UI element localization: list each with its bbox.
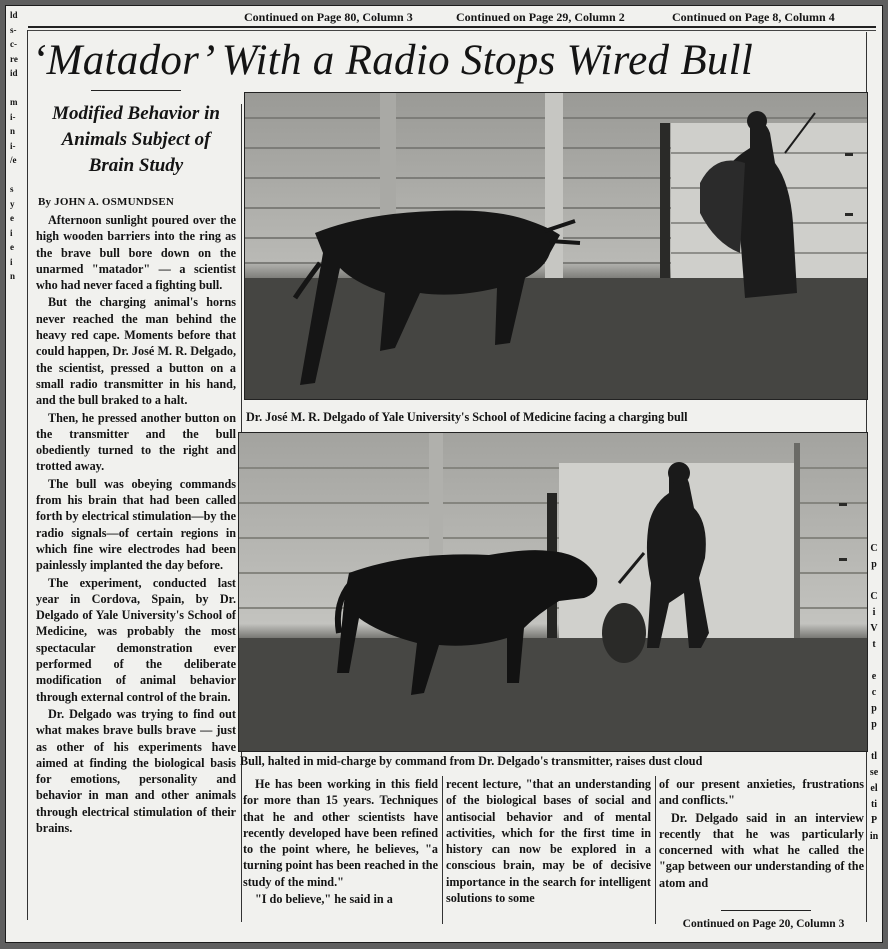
column-2-paragraph-1: He has been working in this field for more than 15 years. Techniques that he and other scientists have recently developed have been refined to the point where, he believes, "a turning point has been reached in the study of the mind." — [243, 777, 438, 889]
left-fragment-5 — [10, 81, 26, 96]
article-column-3 — [446, 776, 651, 924]
column-4-paragraph-2: Dr. Delgado said in an interview recently that he was particularly concerned with what he called the "gap between our understanding of the atom and — [659, 810, 864, 890]
right-column-fragments — [868, 541, 880, 845]
left-fragment-17: i — [10, 256, 13, 267]
subhead-line-1: Modified Behavior in — [52, 103, 220, 124]
paragraph-1: Afternoon sunlight poured over the high wooden barriers into the ring as the brave bull bore down on the unarmed "matador" — a scientist who had never faced a fighting bull. — [36, 213, 236, 293]
left-fragment-14: e — [10, 213, 14, 223]
right-fragment-1: p — [871, 559, 877, 570]
subhead-rule-top — [91, 90, 181, 91]
continued-note-2: Continued on Page 29, Column 2 — [456, 10, 625, 24]
right-fragment-12 — [868, 733, 880, 749]
right-fragment-5: V — [870, 623, 878, 634]
column-4-paragraph-1: of our present anxieties, frustrations and conflicts." — [659, 777, 864, 808]
right-fragment-15: el — [870, 783, 878, 794]
left-fragment-3: re — [10, 53, 18, 64]
continued-note-1: Continued on Page 80, Column 3 — [244, 10, 413, 24]
article-column-4 — [659, 776, 864, 906]
left-column-rule — [27, 30, 28, 920]
left-fragment-12: s — [10, 184, 14, 194]
column-rule-3 — [655, 776, 656, 924]
left-fragment-10: /e — [10, 155, 17, 165]
left-fragment-18: n — [10, 271, 16, 281]
continued-note-3: Continued on Page 8, Column 4 — [672, 10, 835, 24]
left-fragment-9: i- — [10, 140, 16, 151]
photo-charging-bull — [244, 92, 868, 400]
paragraph-3: Then, he pressed another button on the transmitter and the bull obediently turned to the right and trotted away. — [36, 410, 236, 474]
top-continued-line — [244, 10, 874, 26]
right-fragment-16: ti — [870, 799, 878, 810]
subhead-line-2: Animals Subject of — [61, 129, 211, 150]
left-fragment-4: id — [10, 68, 18, 78]
paragraph-6: Dr. Delgado was trying to find out what makes brave bulls brave — just as other of his experiments have aimed at finding the biological basis for emotions, personality and behavior in man and other animals through electrical stimulation of their brains. — [36, 706, 236, 835]
right-fragment-4: i — [872, 607, 876, 618]
right-fragment-17: P — [870, 815, 878, 826]
paragraph-5: The experiment, conducted last year in Cordova, Spain, by Dr. Delgado of Yale University's School of Medicine, was probably the most spectacular demonstration ever performed of the deliberate modification of animal behavior through external control of the brain. — [36, 575, 236, 704]
right-fragment-0: C — [870, 543, 878, 554]
caption-top-photo: Dr. José M. R. Delgado of Yale University's School of Medicine facing a charging bull — [246, 410, 688, 424]
column-2-paragraph-2: "I do believe," he said in a — [255, 892, 393, 907]
right-fragment-3: C — [870, 591, 878, 602]
continued-bottom: Continued on Page 20, Column 3 — [682, 918, 845, 930]
article-column-2 — [243, 776, 438, 924]
left-fragment-8: n — [10, 126, 16, 136]
left-fragment-2: c- — [10, 39, 17, 49]
left-fragment-15: i — [10, 227, 13, 238]
right-fragment-18: in — [869, 831, 879, 842]
left-fragment-13: y — [10, 198, 15, 209]
left-fragment-6: m — [10, 97, 18, 107]
top-rule-thin — [28, 30, 876, 31]
photo-halted-bull — [238, 432, 868, 752]
right-fragment-14: se — [869, 767, 879, 778]
headline: ‘Matador’ With a Radio Stops Wired Bull — [32, 37, 754, 84]
byline: By JOHN A. OSMUNDSEN — [38, 196, 175, 208]
right-fragment-2 — [868, 573, 880, 589]
top-rule — [28, 26, 876, 28]
right-fragment-7 — [868, 653, 880, 669]
left-column-fragments — [10, 8, 26, 284]
right-fragment-10: p — [871, 703, 877, 714]
right-fragment-8: e — [871, 671, 877, 682]
column-3-paragraph-1: recent lecture, "that an understanding of the biological bases of social and antisocial behavior and of mental activities, which for the first time in history can now be explored in a conscious brain, may be of decisive importance in the search for intelligent solutions to some — [446, 777, 651, 906]
paragraph-4: The bull was obeying commands from his brain that had been called forth by electrical stimulation—by the radio signals—of certain regions in which fine wire electrodes had been painlessly implanted the day before. — [36, 476, 236, 573]
left-fragment-7: i- — [10, 111, 16, 122]
column-rule-2 — [442, 776, 443, 924]
subhead-line-3: Brain Study — [88, 155, 184, 176]
right-fragment-9: c — [871, 687, 877, 698]
paragraph-2: But the charging animal's horns never reached the man behind the heavy red cape. Moments before that could happen, Dr. José M. R. Delgado, the scientist, pressed a button on a small radio transmitter in his hand, and the bull braked to a halt. — [36, 295, 236, 408]
newspaper-page — [5, 5, 883, 943]
left-fragment-0: ld — [10, 10, 18, 20]
continued-rule — [721, 910, 811, 911]
right-fragment-11: p — [871, 719, 877, 730]
left-fragment-16: e — [10, 242, 14, 252]
caption-bottom-photo: Bull, halted in mid-charge by command from Dr. Delgado's transmitter, raises dust cloud — [240, 754, 703, 768]
article-left-column — [36, 212, 236, 922]
right-fragment-6: t — [872, 639, 876, 650]
left-fragment-11 — [10, 168, 26, 183]
left-fragment-1: s- — [10, 24, 17, 35]
subheadline — [30, 101, 242, 179]
right-fragment-13: tl — [870, 751, 878, 762]
